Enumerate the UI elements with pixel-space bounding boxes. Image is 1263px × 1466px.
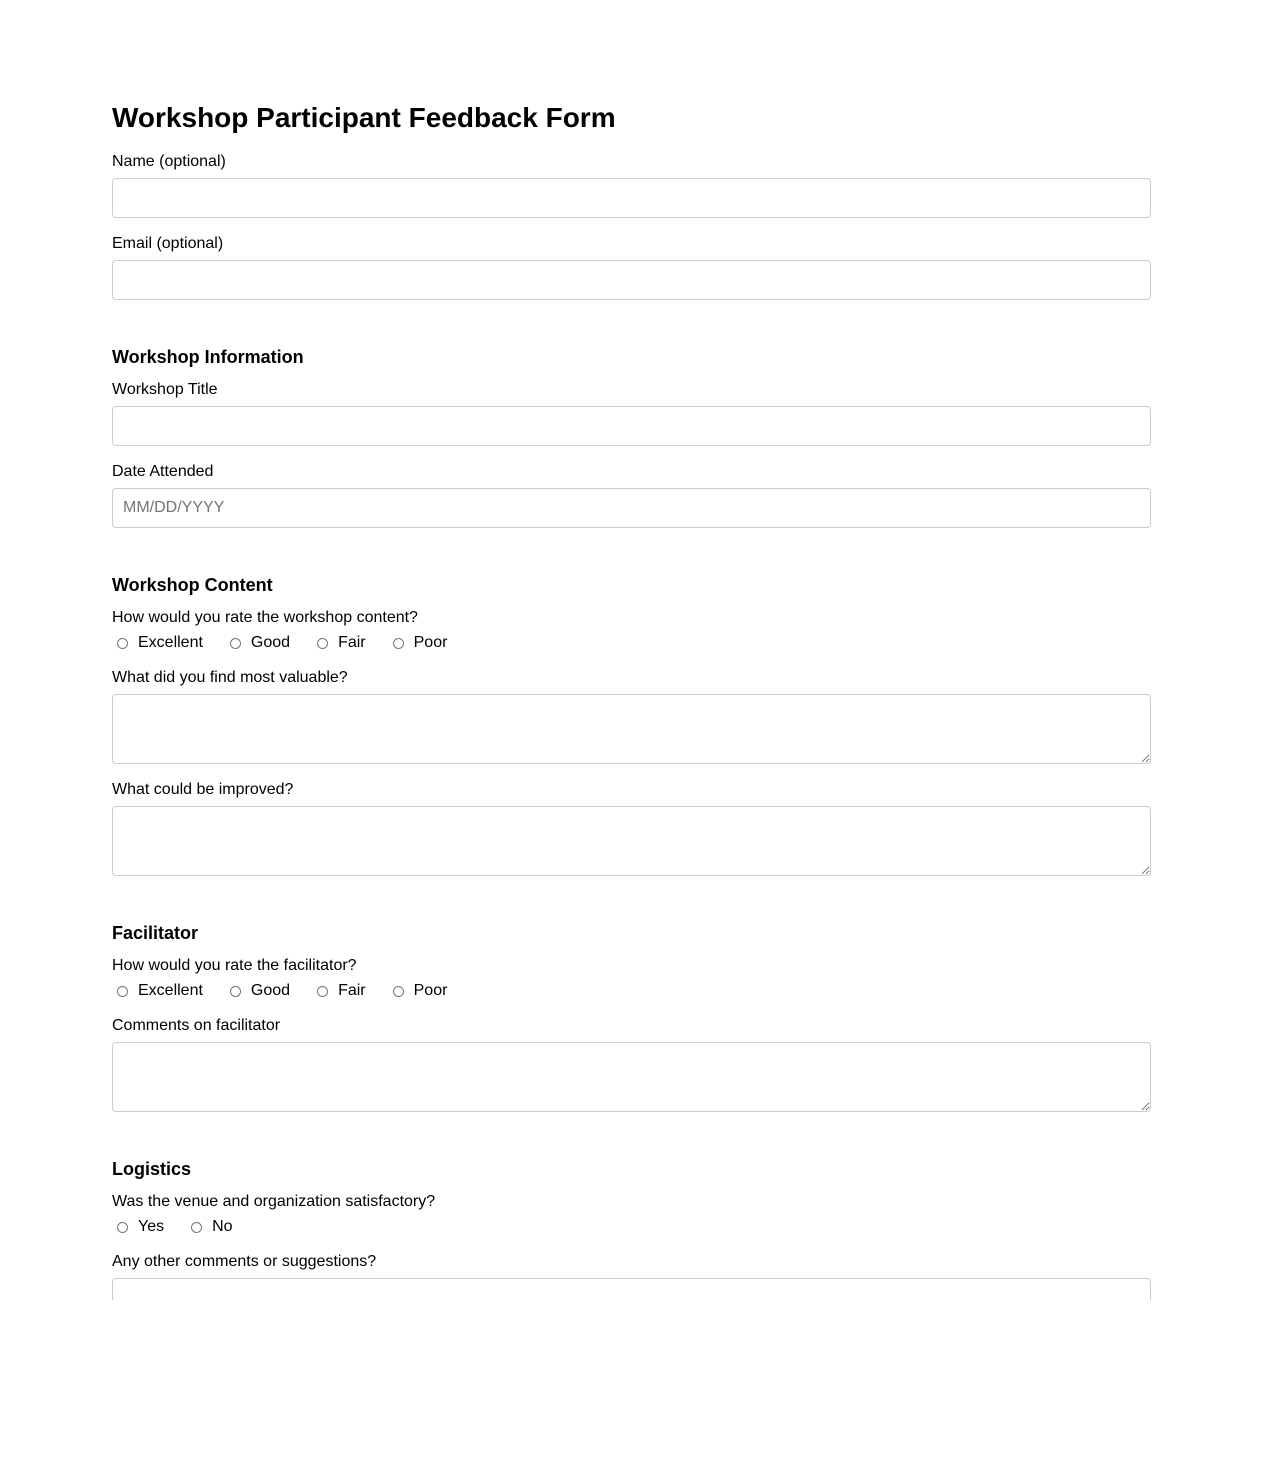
improvements-label: What could be improved? (112, 781, 294, 798)
facilitator-comments-textarea[interactable] (112, 1042, 1151, 1112)
other-comments-label: Any other comments or suggestions? (112, 1253, 377, 1270)
workshop-title-label: Workshop Title (112, 381, 218, 398)
radio-icon[interactable] (117, 638, 128, 649)
date-attended-input[interactable] (112, 488, 1151, 528)
venue-satisfaction-group (112, 1215, 255, 1239)
venue-option-no[interactable] (186, 1217, 232, 1237)
radio-icon[interactable] (191, 1222, 202, 1233)
improvements-textarea[interactable] (112, 806, 1151, 876)
content-rating-option-poor[interactable] (388, 633, 448, 653)
radio-label: Yes (138, 1218, 165, 1235)
name-label: Name (optional) (112, 153, 226, 170)
page-title: Workshop Participant Feedback Form (112, 102, 616, 133)
radio-icon[interactable] (230, 638, 241, 649)
email-input[interactable] (112, 260, 1151, 300)
workshop-title-input[interactable] (112, 406, 1151, 446)
content-rating-option-fair[interactable] (312, 633, 366, 653)
content-rating-option-excellent[interactable] (112, 633, 203, 653)
other-comments-textarea[interactable] (112, 1278, 1151, 1300)
radio-label: Poor (413, 982, 448, 999)
radio-icon[interactable] (317, 986, 328, 997)
venue-question: Was the venue and organization satisfactory? (112, 1193, 436, 1210)
facilitator-rating-option-excellent[interactable] (112, 981, 203, 1001)
date-attended-label: Date Attended (112, 463, 214, 480)
facilitator-rating-option-fair[interactable] (312, 981, 366, 1001)
radio-label: Fair (338, 982, 366, 999)
content-rating-option-good[interactable] (225, 633, 290, 653)
radio-icon[interactable] (393, 986, 404, 997)
section-heading-workshop-content: Workshop Content (112, 575, 273, 595)
section-heading-facilitator: Facilitator (112, 923, 199, 943)
radio-label: Good (250, 982, 291, 999)
name-input[interactable] (112, 178, 1151, 218)
email-label: Email (optional) (112, 235, 224, 252)
most-valuable-label: What did you find most valuable? (112, 669, 348, 686)
content-rating-group (112, 631, 469, 655)
radio-icon[interactable] (393, 638, 404, 649)
content-rating-question: How would you rate the workshop content? (112, 609, 418, 626)
section-heading-logistics: Logistics (112, 1159, 192, 1179)
radio-icon[interactable] (317, 638, 328, 649)
radio-label: Excellent (138, 982, 203, 999)
radio-label: Excellent (138, 634, 203, 651)
facilitator-rating-option-good[interactable] (225, 981, 290, 1001)
facilitator-rating-question: How would you rate the facilitator? (112, 957, 357, 974)
radio-label: Poor (413, 634, 448, 651)
radio-icon[interactable] (230, 986, 241, 997)
radio-label: Good (250, 634, 291, 651)
section-heading-workshop-information: Workshop Information (112, 347, 304, 367)
venue-option-yes[interactable] (112, 1217, 164, 1237)
most-valuable-textarea[interactable] (112, 694, 1151, 764)
facilitator-rating-option-poor[interactable] (388, 981, 448, 1001)
radio-icon[interactable] (117, 1222, 128, 1233)
facilitator-comments-label: Comments on facilitator (112, 1017, 281, 1034)
radio-label: Fair (338, 634, 366, 651)
radio-label: No (212, 1218, 233, 1235)
radio-icon[interactable] (117, 986, 128, 997)
facilitator-rating-group (112, 979, 469, 1003)
